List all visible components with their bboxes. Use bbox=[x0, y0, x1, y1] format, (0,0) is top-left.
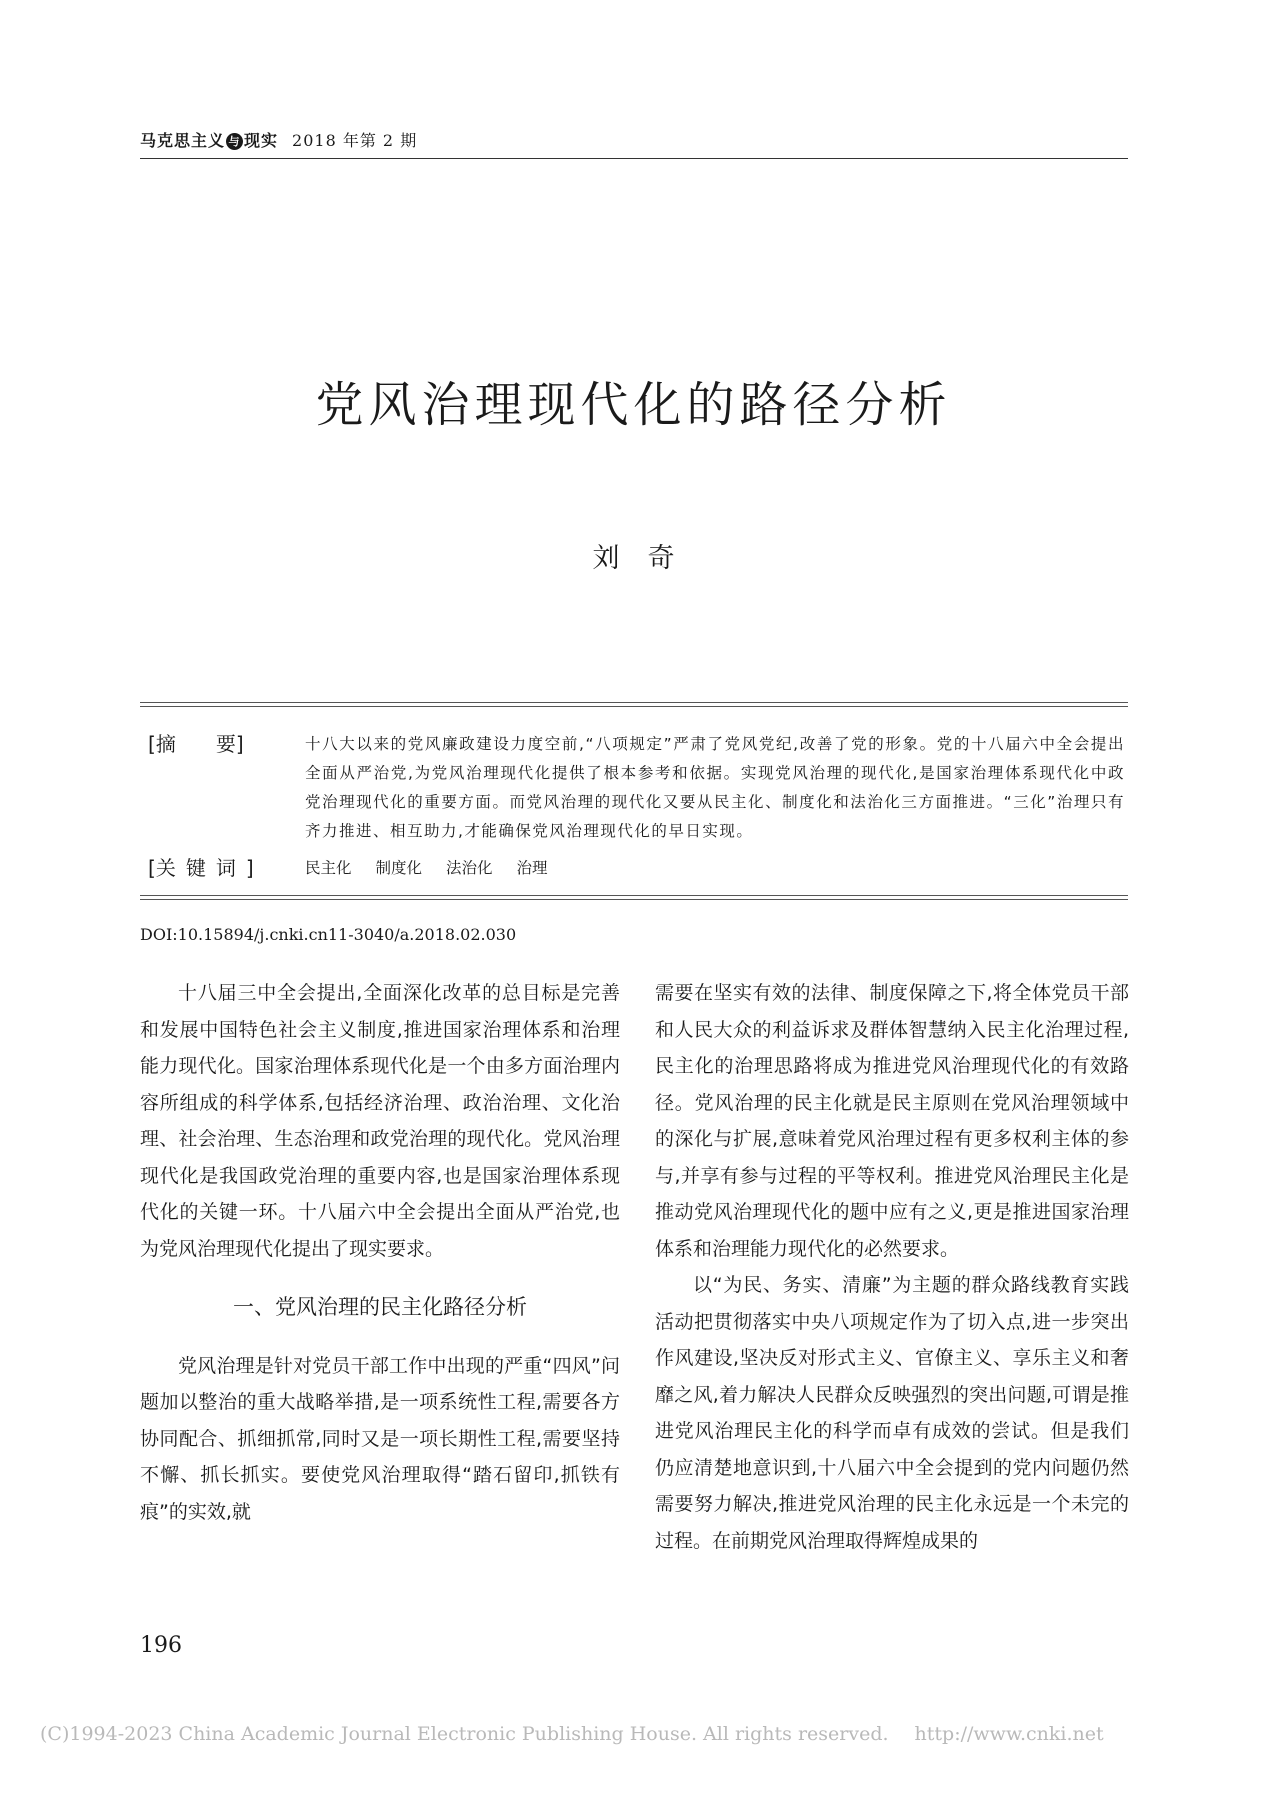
abstract-bottom-rule bbox=[140, 895, 1128, 900]
body-paragraph: 党风治理是针对党员干部工作中出现的严重“四风”问题加以整治的重大战略举措,是一项系统性工程,需要各方协同配合、抓细抓常,同时又是一项长期性工程,需要坚持不懈、抓长抓实。要使党风治理取得“踏石留印,抓铁有痕”的实效,就 bbox=[140, 1354, 620, 1523]
issue-label: 2018 年第 2 期 bbox=[292, 131, 418, 150]
abstract-label: [摘 要] bbox=[148, 732, 244, 756]
journal-name-part2: 现实 bbox=[244, 131, 279, 150]
body-paragraph: 以“为民、务实、清廉”为主题的群众路线教育实践活动把贯彻落实中央八项规定作为了切入点,进一步突出作风建设,坚决反对形式主义、官僚主义、享乐主义和奢靡之风,着力解决人民群众反映强烈的突出问题,可谓是推进党风治理民主化的科学而卓有成效的尝试。但是我们仍应清楚地意识到,十八届六中全会提到的党内问题仍然需要努力解决,推进党风治理的民主化永远是一个未完的过程。在前期党风治理取得辉煌成果的 bbox=[655, 1274, 1129, 1552]
header-rule bbox=[140, 158, 1128, 159]
body-left-column bbox=[140, 975, 620, 1530]
keywords-label: [关 键 词 ] bbox=[148, 856, 254, 880]
body-paragraph: 需要在坚实有效的法律、制度保障之下,将全体党员干部和人民大众的利益诉求及群体智慧纳入民主化治理过程,民主化的治理思路将成为推进党风治理现代化的有效路径。党风治理的民主化就是民主原则在党风治理领域中的深化与扩展,意味着党风治理过程有更多权利主体的参与,并享有参与过程的平等权利。推进党风治理民主化是推动党风治理现代化的题中应有之义,更是推进国家治理体系和治理能力现代化的必然要求。 bbox=[655, 982, 1129, 1260]
abstract-label-char: 要 bbox=[215, 732, 236, 756]
copyright-footer bbox=[40, 1723, 1104, 1745]
article-title: 党风治理现代化的路径分析 bbox=[315, 377, 952, 433]
keywords-label-char: 关 bbox=[155, 856, 176, 880]
keyword-item: 治理 bbox=[516, 859, 548, 877]
page-number: 196 bbox=[140, 1633, 182, 1658]
body-right-column bbox=[655, 975, 1129, 1559]
abstract-label-char: 摘 bbox=[155, 732, 176, 756]
keyword-item: 制度化 bbox=[375, 859, 423, 877]
section-heading: 一、党风治理的民主化路径分析 bbox=[233, 1295, 527, 1319]
abstract-text: 十八大以来的党风廉政建设力度空前,“八项规定”严肃了党风党纪,改善了党的形象。党的十八届六中全会提出全面从严治党,为党风治理现代化提供了根本参考和依据。实现党风治理的现代化,是国家治理体系现代化中政党治理现代化的重要方面。而党风治理的现代化又要从民主化、制度化和法治化三方面推进。“三化”治理只有齐力推进、相互助力,才能确保党风治理现代化的早日实现。 bbox=[305, 735, 1125, 840]
keyword-item: 民主化 bbox=[305, 859, 352, 877]
keywords-label-char: 键 bbox=[185, 856, 206, 880]
author-name bbox=[0, 536, 1267, 575]
running-header bbox=[140, 128, 417, 151]
copyright-text: (C)1994-2023 China Academic Journal Electronic Publishing House. All rights reserved. bbox=[40, 1723, 889, 1745]
doi-line: DOI:10.15894/j.cnki.cn11-3040/a.2018.02.030 bbox=[140, 925, 517, 944]
abstract-top-rule bbox=[140, 702, 1128, 707]
author-given-name: 奇 bbox=[647, 543, 675, 574]
author-surname: 刘 bbox=[592, 543, 620, 574]
keywords-label-char: 词 bbox=[215, 856, 236, 880]
keyword-item: 法治化 bbox=[446, 859, 493, 877]
journal-name-yu-emblem: 与 bbox=[226, 133, 243, 150]
body-paragraph: 十八届三中全会提出,全面深化改革的总目标是完善和发展中国特色社会主义制度,推进国家治理体系和治理能力现代化。国家治理体系现代化是一个由多方面治理内容所组成的科学体系,包括经济治理、政治治理、文化治理、社会治理、生态治理和政党治理的现代化。党风治理现代化是我国政党治理的重要内容,也是国家治理体系现代化的关键一环。十八届六中全会提出全面从严治党,也为党风治理现代化提出了现实要求。 bbox=[140, 982, 620, 1260]
footer-url: http://www.cnki.net bbox=[914, 1723, 1104, 1745]
journal-name-part1: 马克思主义 bbox=[140, 131, 226, 150]
keywords-list bbox=[305, 856, 572, 878]
